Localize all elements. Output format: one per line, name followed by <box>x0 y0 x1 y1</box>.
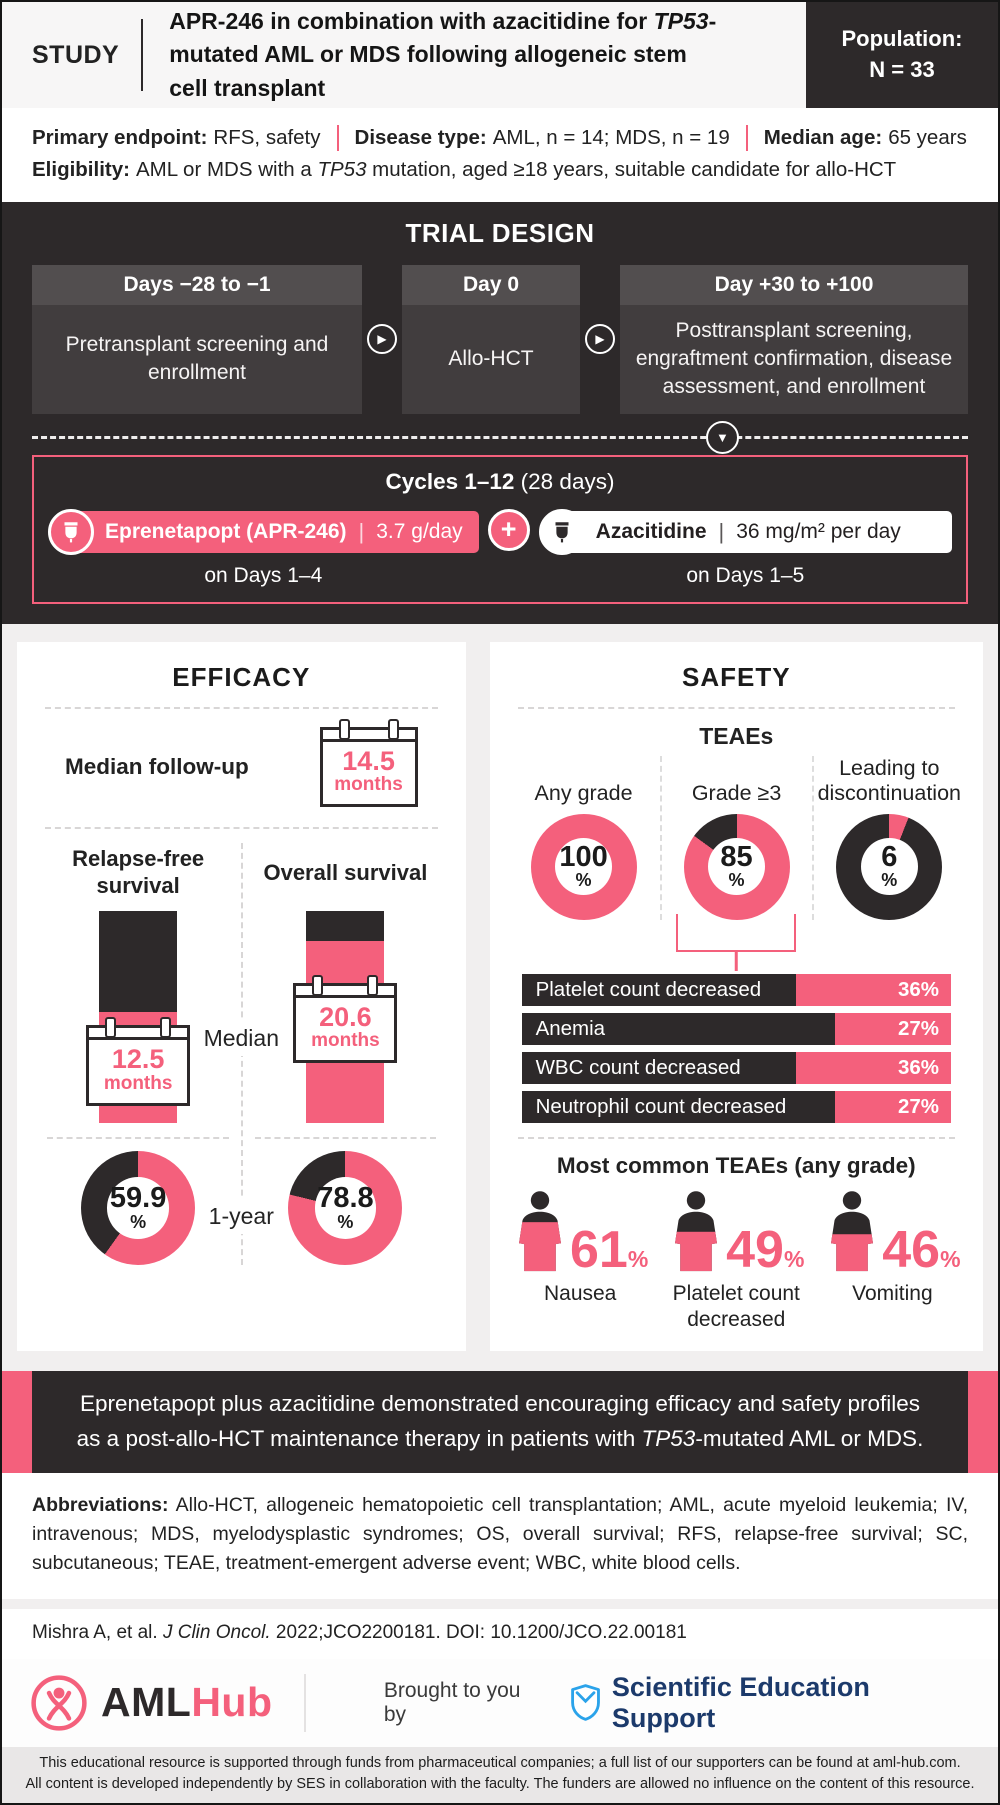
ses-wordmark: Scientific Education Support <box>611 1671 870 1733</box>
azacitidine-pill: Azacitidine | 36 mg/m² per day <box>562 511 952 553</box>
percent-sign: % <box>783 1245 805 1272</box>
trial-step-posttransplant <box>620 265 968 414</box>
calendar-icon <box>293 983 397 1063</box>
person-icon <box>512 1189 568 1273</box>
title-gene-italic: TP53 <box>653 7 709 34</box>
safety-card <box>490 642 983 1352</box>
section-gap <box>2 1599 998 1609</box>
study-block <box>2 2 806 108</box>
citation-journal-italic: J Clin Oncol. <box>162 1621 271 1643</box>
median-age-label: Median age: <box>763 126 883 149</box>
disclaimer <box>2 1747 998 1803</box>
step-body: Pretransplant screening and enrollment <box>32 305 362 414</box>
drug-eprenetapopt <box>48 509 479 588</box>
rfs-bar-area <box>41 911 235 1123</box>
followup-value: 14.5 <box>342 745 395 776</box>
donut-hole <box>107 1177 169 1239</box>
page-title <box>169 5 729 105</box>
dashed-separator <box>518 707 955 709</box>
os-heading: Overall survival <box>263 859 428 885</box>
months-unit: months <box>311 1030 380 1052</box>
event-value-bar: 27 % <box>835 1091 951 1123</box>
calendar-body <box>89 1040 187 1102</box>
calendar-icon <box>320 727 418 807</box>
conclusion-gene-italic: TP53 <box>641 1425 696 1451</box>
event-label: Anemia <box>522 1013 836 1045</box>
person-stat-viz <box>668 1189 805 1280</box>
safety-title: SAFETY <box>681 661 791 692</box>
platelet-value: 49 <box>726 1221 784 1280</box>
percent-sign: % <box>881 870 898 891</box>
teae-any-grade <box>508 756 660 920</box>
drugs-row <box>48 509 952 588</box>
citation-authors: Mishra A, et al. <box>32 1621 163 1643</box>
abbreviations-text: Allo-HCT, allogeneic hematopoietic cell transplantation; AML, acute myeloid leukemia; IV, intravenous; MDS, myelodysplastic syndromes; OS, overall survival; RFS, relapse-free survival; SC, subcutaneous; TEAE, treatment-emergent adverse event; WBC, white blood cells. <box>32 1493 968 1575</box>
event-value-bar: 36 % <box>796 1052 951 1084</box>
discontinuation-value: 6 <box>881 840 898 873</box>
median-followup-row <box>35 723 448 813</box>
trial-design-title: TRIAL DESIGN <box>405 217 595 248</box>
amlhub-logo-icon <box>30 1674 88 1732</box>
os-1yr-donut <box>288 1151 402 1265</box>
eligibility-row <box>32 154 968 186</box>
percent-sign: % <box>728 870 745 891</box>
donut-hole <box>555 838 612 895</box>
any-grade-donut <box>531 814 637 920</box>
common-teae-grid <box>508 1189 965 1334</box>
drug2-schedule: on Days 1–5 <box>686 563 805 587</box>
survival-comparison <box>35 843 448 1265</box>
teae-discontinuation <box>812 756 965 920</box>
os-median-value: 20.6 <box>319 1001 372 1032</box>
title-text: APR-246 in combination with azacitidine for <box>169 7 654 34</box>
amlhub-logo <box>30 1674 304 1732</box>
abbreviations-label: Abbreviations: <box>32 1493 169 1516</box>
person-icon <box>668 1189 724 1273</box>
followup-label: Median follow-up <box>65 753 249 779</box>
teae-heading: TEAEs <box>699 722 774 749</box>
treatment-cycles-box <box>32 455 968 604</box>
primary-endpoint-value: RFS, safety <box>213 126 321 149</box>
conclusion-text: Eprenetapopt plus azacitidine demonstrated encouraging efficacy and safety profiles as a post-allo-HCT maintenance therapy in patients with <box>76 1391 921 1451</box>
event-label: WBC count decreased <box>522 1052 797 1084</box>
months-unit: months <box>103 1072 173 1094</box>
results-panels <box>2 624 998 1372</box>
drug-azacitidine <box>539 509 952 588</box>
disclaimer-line2: All content is developed independently by SES in collaboration with the faculty. The funders are allowed no influence on the content of this resource. <box>25 1775 975 1792</box>
conclusion-banner <box>2 1371 998 1473</box>
followup-unit: months <box>334 773 403 795</box>
footer-divider <box>304 1674 306 1732</box>
os-bar-area <box>249 911 441 1123</box>
efficacy-title: EFFICACY <box>172 661 311 692</box>
rfs-median-bar <box>99 911 177 1123</box>
event-bar <box>522 974 951 1006</box>
eligibility-label: Eligibility: <box>32 157 130 181</box>
vomiting-label: Vomiting <box>852 1281 933 1305</box>
event-value-bar: 27 % <box>835 1013 951 1045</box>
calendar-body <box>296 998 394 1060</box>
rfs-1yr-donut <box>81 1151 195 1265</box>
percent-sign: % <box>627 1245 649 1272</box>
event-label: Platelet count decreased <box>522 974 797 1006</box>
nausea-label: Nausea <box>543 1281 617 1305</box>
calendar-top <box>296 986 394 998</box>
os-median-bar <box>306 911 384 1123</box>
citation-doi: 2022;JCO2200181. DOI: 10.1200/JCO.22.00181 <box>270 1621 687 1643</box>
teae-grade3 <box>660 756 812 920</box>
trial-steps <box>2 265 998 414</box>
step-body: Allo-HCT <box>402 305 580 414</box>
median-label: Median <box>197 1021 286 1056</box>
endpoints-row <box>32 122 968 154</box>
percent-sign: % <box>575 870 592 891</box>
rfs-heading: Relapse-free survival <box>72 846 205 898</box>
eligibility-value: AML or MDS with a TP53 mutation, aged ≥18 years, suitable candidate for allo-HCT <box>135 157 897 181</box>
vertical-divider <box>141 19 143 91</box>
eprenetapopt-pill: Eprenetapopt (APR-246) | 3.7 g/day <box>71 511 479 553</box>
step-header: Day +30 to +100 <box>620 265 968 305</box>
iv-bag-icon <box>48 509 94 555</box>
event-bar <box>522 1052 951 1084</box>
abbreviations-block <box>2 1473 998 1599</box>
nausea-value: 61 <box>570 1221 628 1280</box>
population-value: N = 33 <box>869 57 935 82</box>
header <box>2 2 998 108</box>
dashed-separator <box>45 827 438 829</box>
step-body: Posttransplant screening, engraftment confirmation, disease assessment, and enrollment <box>620 305 968 414</box>
brought-to-you-by-text: Brought to you by <box>383 1678 521 1726</box>
donut-hole <box>861 838 918 895</box>
shield-icon <box>570 1684 601 1721</box>
pink-divider <box>337 125 339 151</box>
arrow-down-icon: ▼ <box>706 421 739 454</box>
common-teae-nausea <box>508 1189 653 1334</box>
common-teae-platelet <box>653 1189 820 1334</box>
trial-step-allohct <box>402 265 580 414</box>
donut-hole <box>315 1177 377 1239</box>
any-grade-value: 100 <box>559 840 608 873</box>
primary-endpoint-label: Primary endpoint: <box>32 126 208 149</box>
median-age-value: 65 years <box>888 126 967 149</box>
percent-sign: % <box>940 1245 961 1272</box>
teae-label: Grade ≥3 <box>691 780 782 805</box>
event-bar <box>522 1013 951 1045</box>
teae-label: Leading to discontinuation <box>817 756 961 805</box>
trial-step-pretransplant <box>32 265 362 414</box>
citation-block <box>2 1609 998 1659</box>
grade3-bracket <box>676 914 796 952</box>
dashed-separator <box>47 1137 229 1139</box>
grade3-value: 85 <box>720 840 753 873</box>
arrow-right-icon: ▶ <box>585 324 615 354</box>
dashed-separator <box>255 1137 435 1139</box>
calendar-top <box>323 730 415 742</box>
rfs-median-value: 12.5 <box>111 1044 165 1075</box>
calendar-body <box>323 742 415 804</box>
common-teae-heading: Most common TEAEs (any grade) <box>556 1152 916 1178</box>
grade3-donut <box>684 814 790 920</box>
population-label: Population: <box>841 26 963 52</box>
os-1yr-value: 78.8 <box>317 1182 374 1215</box>
event-bar <box>522 1091 951 1123</box>
person-stat-viz <box>824 1189 961 1280</box>
step-header: Days −28 to −1 <box>32 265 362 305</box>
amlhub-wordmark: AMLHub <box>101 1679 273 1726</box>
donut-hole <box>708 838 765 895</box>
pink-divider <box>746 125 748 151</box>
drug-pill-row <box>48 509 479 555</box>
footer <box>2 1659 998 1747</box>
trial-design-section <box>2 202 998 624</box>
dashed-separator <box>45 707 438 709</box>
dashed-separator <box>518 1137 955 1139</box>
teae-grid <box>508 756 965 920</box>
bracket-row <box>508 920 965 974</box>
efficacy-card <box>17 642 466 1352</box>
calendar-icon <box>86 1025 190 1105</box>
arrow-right-icon: ▶ <box>367 324 397 354</box>
study-facts <box>2 108 998 202</box>
dashed-flow-line <box>32 429 968 445</box>
person-icon <box>824 1189 880 1273</box>
one-year-label: 1-year <box>202 1199 281 1234</box>
platelet-label: Platelet count decreased <box>672 1281 800 1331</box>
disease-type-label: Disease type: <box>354 126 487 149</box>
population-badge <box>806 2 998 108</box>
event-value-bar: 36 % <box>796 974 951 1006</box>
calendar-top <box>89 1028 187 1040</box>
rfs-1yr-value: 59.9 <box>109 1182 167 1215</box>
teae-label: Any grade <box>534 780 633 805</box>
step-header: Day 0 <box>402 265 580 305</box>
grade3-event-bars <box>508 974 965 1123</box>
common-teae-vomiting <box>820 1189 965 1334</box>
iv-bag-icon <box>539 509 585 555</box>
percent-sign: % <box>337 1211 354 1232</box>
cycles-title: Cycles 1–12 (28 days) <box>385 468 615 494</box>
event-label: Neutrophil count decreased <box>522 1091 836 1123</box>
percent-sign: % <box>130 1211 147 1232</box>
person-stat-viz <box>512 1189 649 1280</box>
drug1-schedule: on Days 1–4 <box>204 563 323 587</box>
disclaimer-line1: This educational resource is supported through funds from pharmaceutical companies; a full list of our supporters can be found at aml-hub.com. <box>39 1754 961 1771</box>
title-text: -mutated AML or MDS following allogeneic stem cell transplant <box>169 7 717 101</box>
study-label: STUDY <box>32 40 120 69</box>
plus-icon: + <box>488 509 530 551</box>
discontinuation-donut <box>836 814 942 920</box>
ses-logo <box>570 1672 970 1734</box>
disease-type-value: AML, n = 14; MDS, n = 19 <box>492 126 730 149</box>
vomiting-value: 46 <box>882 1221 941 1280</box>
conclusion-text: -mutated AML or MDS. <box>695 1425 924 1451</box>
drug-pill-row <box>539 509 952 555</box>
